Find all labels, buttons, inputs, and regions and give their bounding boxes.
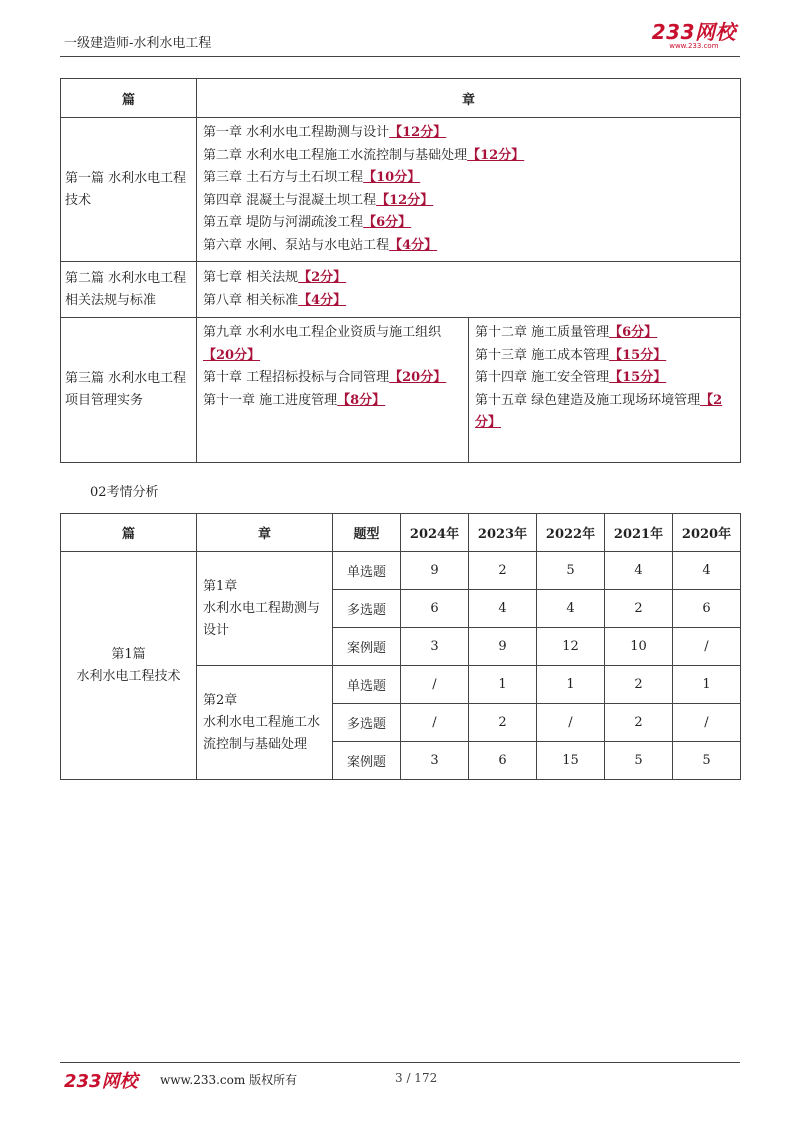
score-badge: 【4分】 <box>298 292 347 308</box>
score-badge: 【6分】 <box>363 215 412 230</box>
logo-url: www.233.com <box>669 42 719 50</box>
chapter-list-left <box>197 318 469 463</box>
score-badge: 【15分】 <box>609 370 667 385</box>
chapter-cell: 第1章 水利水电工程勘测与设计 <box>197 552 333 666</box>
score-badge: 【20分】 <box>389 370 447 385</box>
value-cell: 6 <box>673 590 741 628</box>
table-header-row <box>61 514 741 552</box>
col-header: 章 <box>197 514 333 552</box>
chapter-item: 第十二章 施工质量管理【6分】 <box>475 325 658 340</box>
value-cell: / <box>537 704 605 742</box>
part-name: 第三篇 水利水电工程项目管理实务 <box>61 318 197 463</box>
score-badge: 【2分】 <box>475 392 723 430</box>
value-cell: 6 <box>401 590 469 628</box>
chapter-list <box>197 262 741 318</box>
chapter-item: 第十五章 绿色建造及施工现场环境管理【2分】 <box>475 392 723 430</box>
question-type: 案例题 <box>333 628 401 666</box>
part-name: 第二篇 水利水电工程相关法规与标准 <box>61 262 197 318</box>
score-badge: 【12分】 <box>376 192 434 208</box>
part-cell: 第1篇 水利水电工程技术 <box>61 552 197 780</box>
value-cell: / <box>673 628 741 666</box>
brand-logo[interactable] <box>652 22 736 50</box>
value-cell: 6 <box>469 742 537 780</box>
col-header: 2021年 <box>605 514 673 552</box>
table-row <box>61 118 741 262</box>
question-type: 案例题 <box>333 742 401 780</box>
chapter-item: 第八章 相关标准【4分】 <box>203 292 347 308</box>
logo-text: 233网校 <box>651 20 736 44</box>
chapter-item: 第十三章 施工成本管理【15分】 <box>475 347 667 363</box>
chapter-structure-table <box>60 78 741 463</box>
value-cell: 2 <box>469 704 537 742</box>
header-title: 一级建造师-水利水电工程 <box>64 36 212 51</box>
value-cell: 1 <box>537 666 605 704</box>
chapter-item: 第九章 水利水电工程企业资质与施工组织【20分】 <box>203 325 442 363</box>
footer-divider <box>60 1062 740 1063</box>
score-badge: 【8分】 <box>337 392 386 408</box>
chapter-list-right <box>469 318 741 463</box>
value-cell: 4 <box>537 590 605 628</box>
chapter-item: 第六章 水闸、泵站与水电站工程【4分】 <box>203 237 438 253</box>
chapter-list <box>197 118 741 262</box>
page-number: 3 / 172 <box>395 1071 438 1085</box>
value-cell: 2 <box>605 666 673 704</box>
value-cell: / <box>401 666 469 704</box>
value-cell: 2 <box>605 590 673 628</box>
section-title: 02考情分析 <box>90 485 159 500</box>
value-cell: 4 <box>605 552 673 590</box>
col-header-chapter: 章 <box>197 79 741 118</box>
value-cell: 5 <box>537 552 605 590</box>
value-cell: 2 <box>605 704 673 742</box>
chapter-item: 第十章 工程招标投标与合同管理【20分】 <box>203 370 447 385</box>
exam-analysis-table <box>60 513 741 780</box>
score-badge: 【10分】 <box>363 170 421 185</box>
chapter-item: 第四章 混凝土与混凝土坝工程【12分】 <box>203 192 434 208</box>
chapter-item: 第一章 水利水电工程勘测与设计【12分】 <box>203 125 447 140</box>
chapter-cell: 第2章 水利水电工程施工水流控制与基础处理 <box>197 666 333 780</box>
col-header: 篇 <box>61 514 197 552</box>
value-cell: / <box>673 704 741 742</box>
chapter-item: 第十一章 施工进度管理【8分】 <box>203 392 386 408</box>
score-badge: 【12分】 <box>389 125 447 140</box>
value-cell: 5 <box>673 742 741 780</box>
value-cell: 5 <box>605 742 673 780</box>
value-cell: 3 <box>401 628 469 666</box>
col-header: 2020年 <box>673 514 741 552</box>
score-badge: 【15分】 <box>609 347 667 363</box>
table-header-row <box>61 79 741 118</box>
col-header: 2023年 <box>469 514 537 552</box>
chapter-item: 第五章 堤防与河湖疏浚工程【6分】 <box>203 215 412 230</box>
value-cell: 15 <box>537 742 605 780</box>
score-badge: 【20分】 <box>203 347 261 363</box>
col-header-part: 篇 <box>61 79 197 118</box>
header-divider <box>60 56 740 57</box>
value-cell: 9 <box>469 628 537 666</box>
value-cell: 1 <box>469 666 537 704</box>
value-cell: 9 <box>401 552 469 590</box>
value-cell: 1 <box>673 666 741 704</box>
question-type: 单选题 <box>333 666 401 704</box>
value-cell: 4 <box>469 590 537 628</box>
question-type: 单选题 <box>333 552 401 590</box>
score-badge: 【6分】 <box>609 325 658 340</box>
chapter-item: 第七章 相关法规【2分】 <box>203 270 347 285</box>
value-cell: 2 <box>469 552 537 590</box>
question-type: 多选题 <box>333 704 401 742</box>
table-row <box>61 262 741 318</box>
table-row <box>61 552 741 590</box>
question-type: 多选题 <box>333 590 401 628</box>
score-badge: 【2分】 <box>298 270 347 285</box>
footer-copyright: www.233.com 版权所有 <box>160 1073 298 1087</box>
col-header: 2024年 <box>401 514 469 552</box>
value-cell: 3 <box>401 742 469 780</box>
score-badge: 【4分】 <box>389 237 438 253</box>
chapter-item: 第二章 水利水电工程施工水流控制与基础处理【12分】 <box>203 147 525 163</box>
value-cell: 10 <box>605 628 673 666</box>
part-name: 第一篇 水利水电工程技术 <box>61 118 197 262</box>
chapter-item: 第三章 土石方与土石坝工程【10分】 <box>203 170 421 185</box>
col-header: 2022年 <box>537 514 605 552</box>
value-cell: 4 <box>673 552 741 590</box>
score-badge: 【12分】 <box>467 147 525 163</box>
value-cell: 12 <box>537 628 605 666</box>
table-row <box>61 318 741 463</box>
chapter-item: 第十四章 施工安全管理【15分】 <box>475 370 667 385</box>
col-header: 题型 <box>333 514 401 552</box>
value-cell: / <box>401 704 469 742</box>
footer-logo[interactable]: 233网校 <box>64 1071 138 1092</box>
